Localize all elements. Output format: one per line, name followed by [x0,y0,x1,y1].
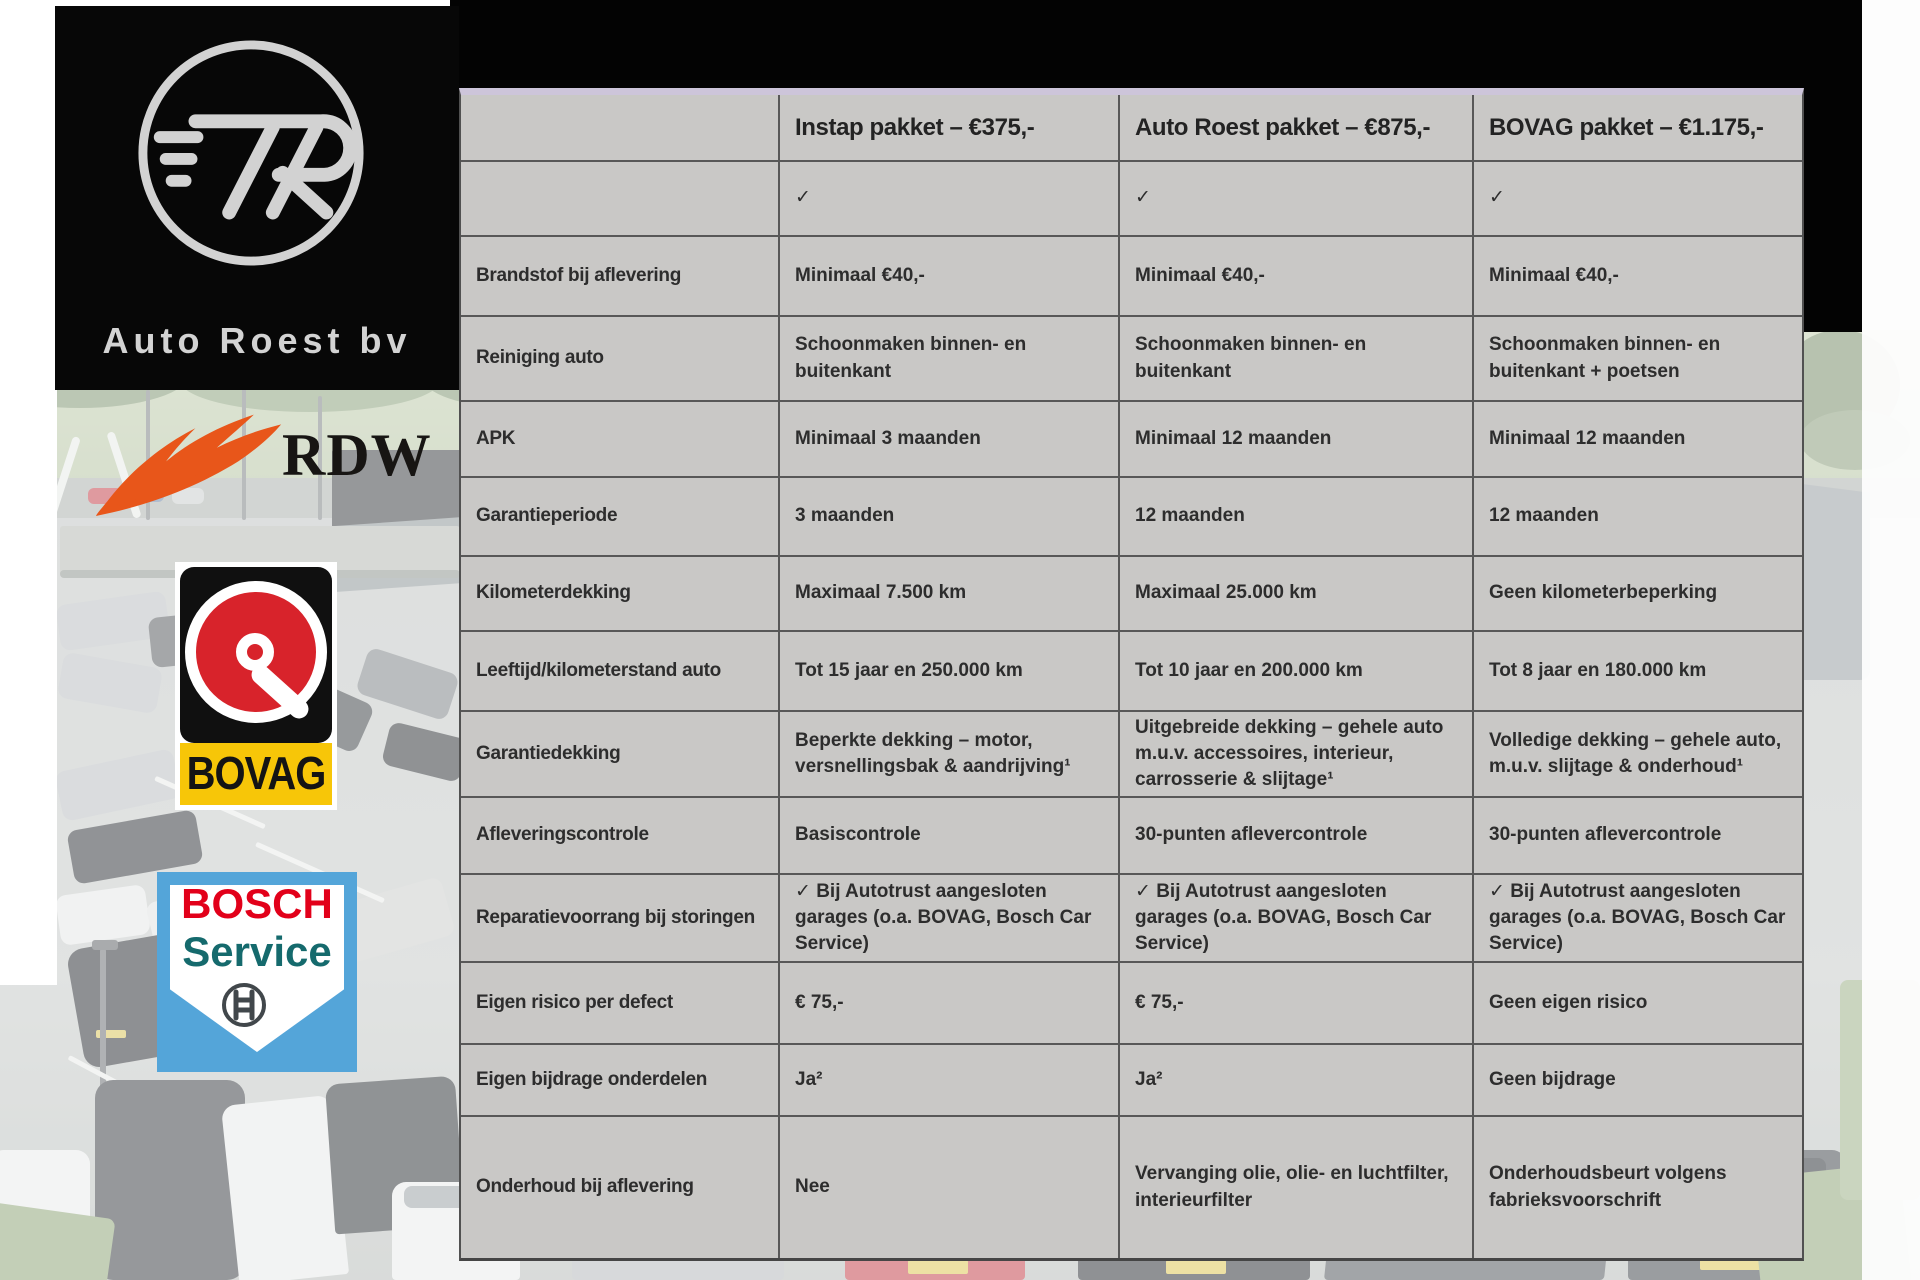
table-cell: Basiscontrole [780,798,1120,875]
row-label: Brandstof bij aflevering [461,237,780,317]
rdw-wordmark: RDW [282,422,432,488]
bovag-center-icon [236,633,274,671]
row-label: Eigen risico per defect [461,963,780,1045]
bosch-service-logo [157,872,357,1072]
bosch-wordmark: BOSCH [181,880,333,927]
bosch-armature-icon [219,980,269,1030]
row-label: APK [461,402,780,478]
table-cell: 30-punten aflevercontrole [1120,798,1474,875]
table-cell: Beperkte dekking – motor, versnellingsbak & aandrijving¹ [780,712,1120,798]
table-cell: Geen bijdrage [1474,1045,1802,1117]
bovag-banner [180,743,332,805]
table-cell: Tot 10 jaar en 200.000 km [1120,632,1474,712]
table-cell: Tot 15 jaar en 250.000 km [780,632,1120,712]
column-header: Instap pakket – €375,- [780,95,1120,162]
table-cell: ✓ Bij Autotrust aangesloten garages (o.a. BOVAG, Bosch Car Service) [780,875,1120,963]
table-cell: 12 maanden [1120,478,1474,557]
row-label: Afleveringscontrole [461,798,780,875]
table-cell: Schoonmaken binnen- en buitenkant + poetsen [1474,317,1802,402]
table-cell: Vervanging olie, olie- en luchtfilter, interieurfilter [1120,1117,1474,1258]
left-margin [0,0,57,985]
rdw-logo [92,405,432,555]
table-cell: Minimaal €40,- [1474,237,1802,317]
row-label: Onderhoud bij aflevering [461,1117,780,1258]
bovag-emblem [180,567,332,743]
table-cell: ✓ Bij Autotrust aangesloten garages (o.a. BOVAG, Bosch Car Service) [1120,875,1474,963]
table-cell: ✓ Bij Autotrust aangesloten garages (o.a. BOVAG, Bosch Car Service) [1474,875,1802,963]
right-fade-strip [1862,0,1920,1280]
row-label: Eigen bijdrage onderdelen [461,1045,780,1117]
table-cell: Geen eigen risico [1474,963,1802,1045]
rdw-flame-icon [92,411,287,541]
bovag-logo [175,562,337,810]
table-cell: Schoonmaken binnen- en buitenkant [1120,317,1474,402]
row-label [461,162,780,237]
corner-cell [461,95,780,162]
column-header: Auto Roest pakket – €875,- [1120,95,1474,162]
table-cell: Tot 8 jaar en 180.000 km [1474,632,1802,712]
table-cell: ✓ [1474,162,1802,237]
table-cell: Minimaal 12 maanden [1120,402,1474,478]
table-cell: ✓ [1120,162,1474,237]
table-cell: Ja² [1120,1045,1474,1117]
row-label: Leeftijd/kilometerstand auto [461,632,780,712]
column-header: BOVAG pakket – €1.175,- [1474,95,1802,162]
table-cell: 3 maanden [780,478,1120,557]
table-cell: Maximaal 7.500 km [780,557,1120,632]
table-cell: Minimaal €40,- [780,237,1120,317]
table-cell: Minimaal €40,- [1120,237,1474,317]
row-label: Reparatievoorrang bij storingen [461,875,780,963]
table-cell: € 75,- [780,963,1120,1045]
table-cell: Schoonmaken binnen- en buitenkant [780,317,1120,402]
table-cell: ✓ [780,162,1120,237]
table-cell: Geen kilometerbeperking [1474,557,1802,632]
table-cell: Onderhoudsbeurt volgens fabrieksvoorschrift [1474,1117,1802,1258]
row-label: Kilometerdekking [461,557,780,632]
company-name: Auto Roest bv [102,320,412,361]
table-cell: 12 maanden [1474,478,1802,557]
row-label: Garantieperiode [461,478,780,557]
package-comparison-table [459,88,1804,1261]
table-cell: € 75,- [1120,963,1474,1045]
table-cell: Ja² [780,1045,1120,1117]
table-cell: Minimaal 12 maanden [1474,402,1802,478]
table-cell: Minimaal 3 maanden [780,402,1120,478]
row-label: Reiniging auto [461,317,780,402]
table-cell: Volledige dekking – gehele auto, m.u.v. slijtage & onderhoud¹ [1474,712,1802,798]
auto-roest-monogram-icon [132,34,370,272]
bovag-wordmark: BOVAG [186,748,326,799]
table-cell: Maximaal 25.000 km [1120,557,1474,632]
table-cell: 30-punten aflevercontrole [1474,798,1802,875]
table-cell: Uitgebreide dekking – gehele auto m.u.v. accessoires, interieur, carrosserie & slijtage¹ [1120,712,1474,798]
table-cell: Nee [780,1117,1120,1258]
auto-roest-logo-box [55,6,459,390]
bosch-service-wordmark: Service [182,928,332,975]
row-label: Garantiedekking [461,712,780,798]
